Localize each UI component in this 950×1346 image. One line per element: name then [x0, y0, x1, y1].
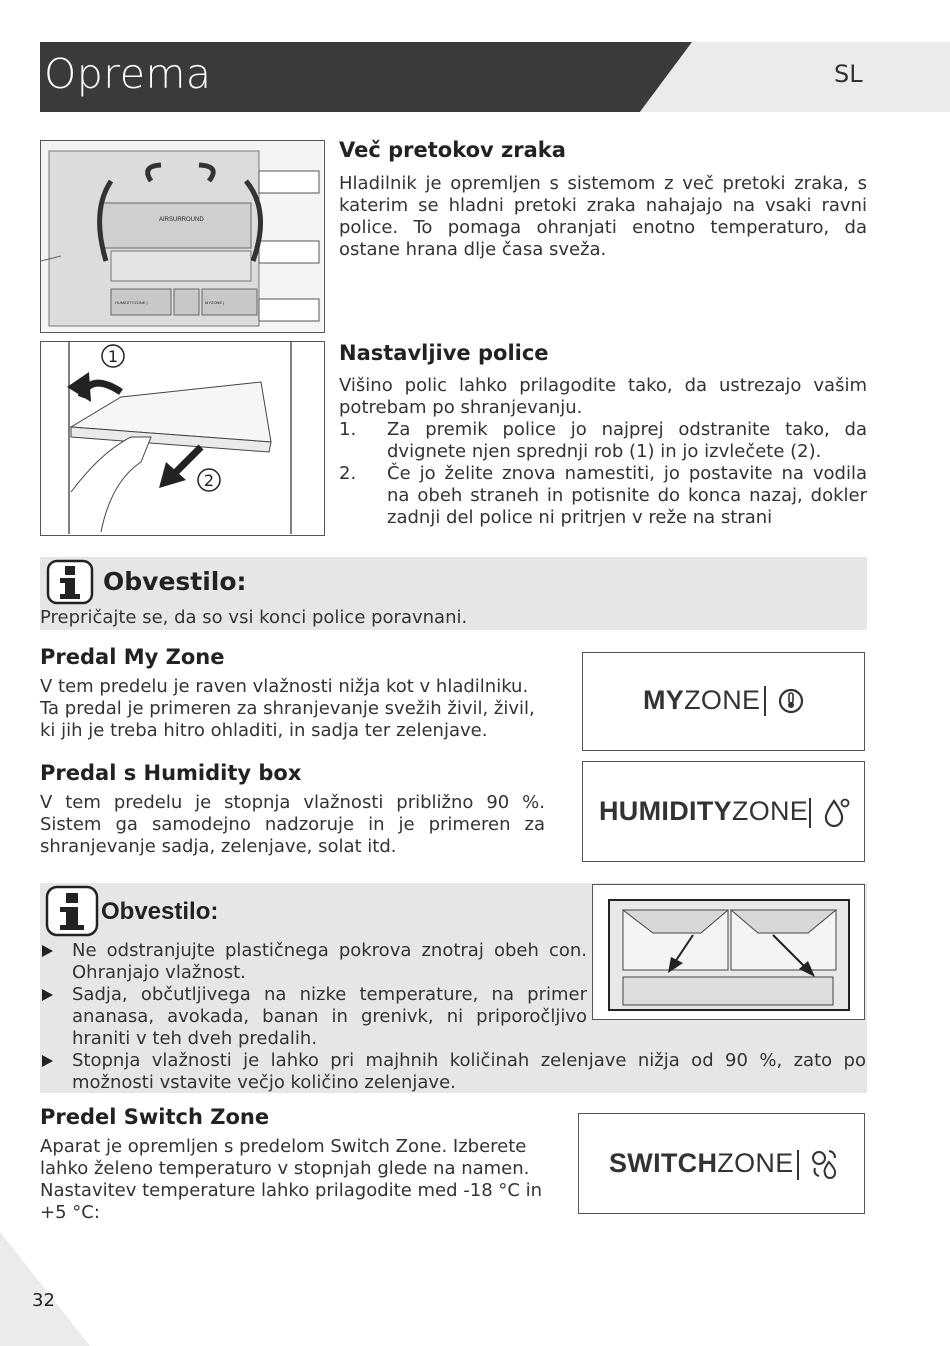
airflow-body: Hladilnik je opremljen s sistemom z več pretoki zraka, s katerim se hladni pretoki zraka nahajajo na vsaki ravni police. To pomaga ohranjati enotno temperaturo, da ostane hrana dlje časa sveža.: [339, 173, 867, 260]
airflow-heading: Več pretokov zraka: [339, 138, 566, 162]
note1-text: Prepričajte se, da so vsi konci police poravnani.: [40, 607, 468, 628]
bullet-triangle-icon: [42, 1055, 53, 1067]
note2-list: [40, 940, 866, 1094]
switchzone-body: Aparat je opremljen s predelom Switch Zone. Izberete lahko želeno temperaturo v stopnjah glede na namen. Nastavitev temperature lahko prilagodite med -18 °C in +5 °C:: [40, 1136, 543, 1223]
marker-2: 2: [203, 471, 215, 490]
myzone-section: [40, 645, 545, 742]
shelf-removal-image: [40, 341, 325, 536]
humidity-zone-label: HUMIDITYZONE |: [115, 300, 148, 305]
water-drop-icon: [821, 796, 851, 828]
shelves-steps: [339, 419, 867, 529]
airsurround-label: AIRSURROUND: [159, 217, 204, 223]
shelves-step: 2. Če jo želite znova namestiti, jo postavite na vodila na obeh straneh in potisnite do konca nazaj, dokler zadnji del police ni pritrjen v reže na strani: [339, 463, 867, 528]
logo-divider: [809, 798, 811, 828]
bullet-triangle-icon: [42, 945, 53, 957]
humidity-body: V tem predelu je stopnja vlažnosti približno 90 %. Sistem ga samodejno nadzoruje in je primeren za shranjevanje sadja, zelenjave, solat itd.: [40, 792, 545, 857]
note2-item: Stopnja vlažnosti je lahko pri majhnih količinah zelenjave nižja od 90 %, zato po možnosti vstavite večjo količino zelenjave.: [40, 1050, 866, 1094]
logo-divider: [797, 1150, 799, 1180]
bullet-triangle-icon: [42, 989, 53, 1001]
airflow-fridge-image: [40, 140, 325, 333]
fridge-interior-drawing: [41, 141, 323, 331]
info-icon: [45, 885, 97, 935]
logo-divider: [764, 686, 766, 716]
shelves-section: [339, 341, 867, 529]
myzone-label: MYZONE |: [205, 300, 225, 305]
switchzone-heading: Predel Switch Zone: [40, 1105, 270, 1129]
note1-title: Obvestilo:: [103, 567, 247, 596]
shelf-removal-drawing: [41, 342, 323, 534]
myzone-logo: MYZONE: [643, 685, 761, 715]
myzone-body: V tem predelu je raven vlažnosti nižja kot v hladilniku. Ta predal je primeren za shranjevanje svežih živil, živil, ki jih je treba hitro ohladiti, in sadja ter zelenjave.: [40, 676, 535, 741]
shelves-step: 1. Za premik police jo najprej odstranite tako, da dvignete njen sprednji rob (1) in jo izvlečete (2).: [339, 419, 867, 462]
page-number: 32: [32, 1290, 55, 1311]
shelves-heading: Nastavljive police: [339, 341, 549, 365]
switch-snowflake-drop-icon: [809, 1148, 839, 1180]
myzone-logo-box: [582, 652, 865, 751]
shelves-intro: Višino polic lahko prilagodite tako, da ustrezajo vašim potrebam po shranjevanju.: [339, 375, 867, 418]
switchzone-logo-box: [578, 1113, 865, 1214]
airflow-section: [339, 138, 867, 261]
humidity-logo-box: [582, 761, 865, 862]
page-title: Oprema: [44, 50, 212, 98]
info-icon: [46, 559, 92, 603]
marker-1: 1: [107, 347, 119, 366]
humidityzone-logo: HUMIDITYZONE: [599, 796, 809, 826]
language-code: SL: [834, 60, 863, 88]
footer-corner: [0, 1232, 90, 1346]
note2-title: Obvestilo:: [101, 898, 219, 925]
switchzone-logo: SWITCHZONE: [609, 1148, 794, 1178]
thermometer-circle-icon: [777, 687, 805, 715]
humidity-heading: Predal s Humidity box: [40, 761, 302, 785]
note2-item: Sadja, občutljivega na nizke temperature, na primer ananasa, avokada, banan in grenivk, ni priporočljivo hraniti v teh dveh predalih.: [40, 984, 587, 1050]
humidity-section: [40, 761, 545, 858]
myzone-heading: Predal My Zone: [40, 645, 225, 669]
note2-item: Ne odstranjujte plastičnega pokrova znotraj obeh con. Ohranjajo vlažnost.: [40, 940, 587, 984]
switchzone-section: [40, 1105, 550, 1224]
